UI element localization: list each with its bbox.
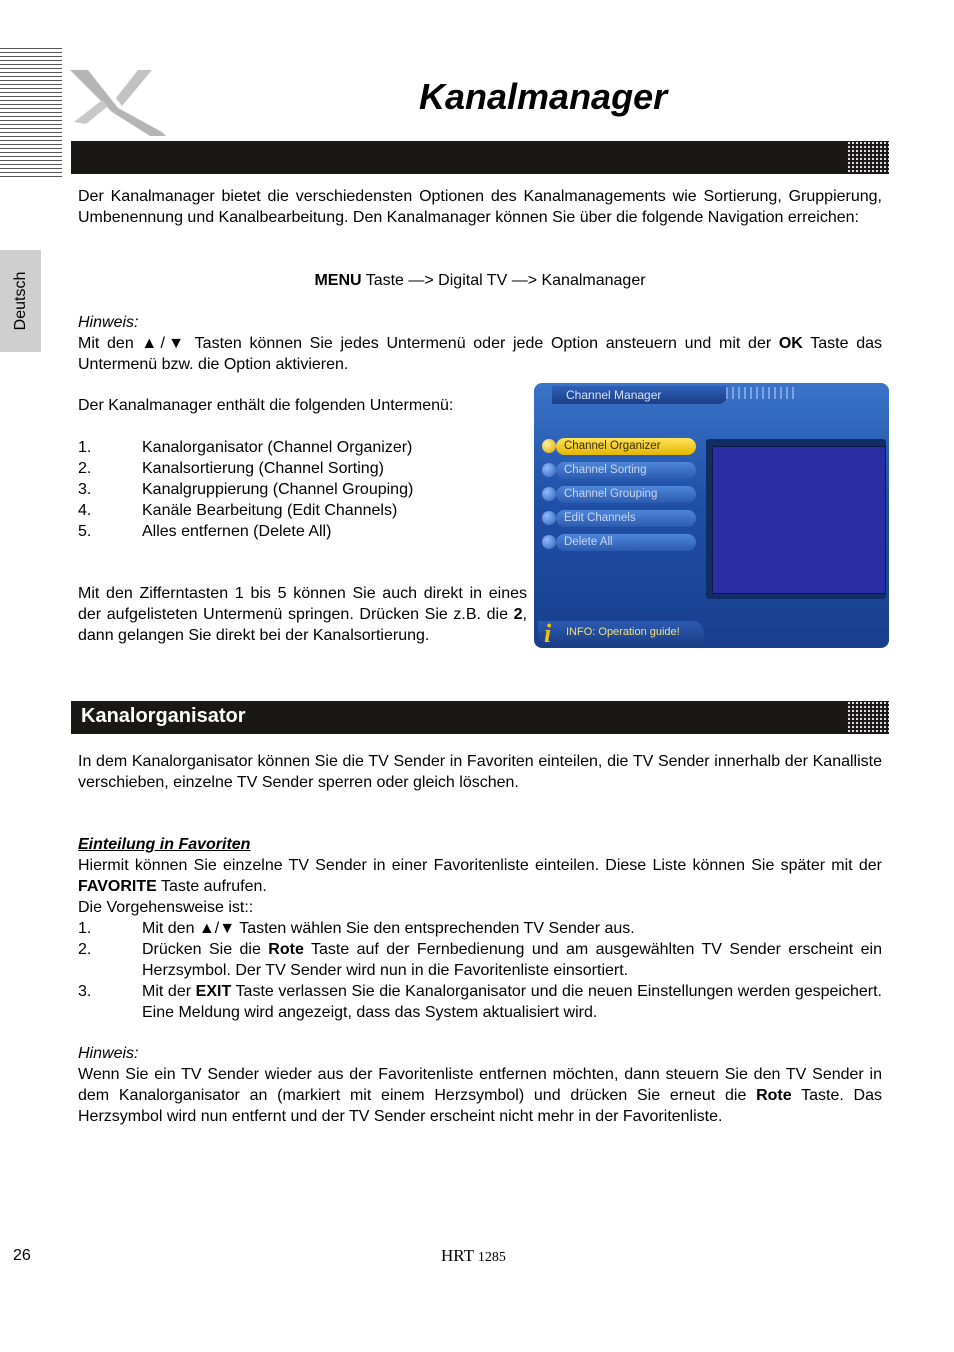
dot-pattern [847, 141, 889, 174]
menu-item-channel-sorting: Channel Sorting [542, 461, 700, 480]
list-item: 3. Kanalgruppierung (Channel Grouping) [78, 481, 414, 498]
navigation-path [78, 270, 882, 291]
brand-x-logo [66, 68, 170, 138]
intro-paragraph: Der Kanalmanager bietet die verschiedensten Optionen des Kanalmanagements wie Sortierung, Gruppierung, Umbenennung und Kanalbearbeitung. Den Kanalmanager können Sie über die folgende Navigation erreichen: [78, 188, 882, 226]
title-bar [71, 141, 889, 174]
dot-pattern [847, 701, 889, 734]
list-item: 1. Kanalorganisator (Channel Organizer) [78, 439, 413, 456]
model-name: HRT 1285 [441, 1246, 506, 1265]
hint-block-2: Hinweis: Wenn Sie ein TV Sender wieder aus der Favoritenliste entfernen möchten, dann steuern Sie den TV Sender in dem Kanalorganisator an (markiert mit einem Herzsymbol) und drücken Sie erneut die Rote Taste. Das Herzsymbol wird nun entfernt und der TV Sender erscheint nicht mehr in der Favoritenliste. [78, 1045, 882, 1125]
channel-manager-screenshot [534, 383, 889, 648]
preview-window [712, 446, 886, 594]
list-item: 4. Kanäle Bearbeitung (Edit Channels) [78, 502, 398, 519]
list-item: 3. Mit der EXIT Taste verlassen Sie die Kanalorganisator und die neuen Einstellungen werden gespeichert. Eine Meldung wird angezeigt, dass das System aktualisiert wird. [78, 983, 883, 1021]
menu-key: MENU [314, 272, 362, 289]
hint-label: Hinweis: [78, 1045, 139, 1062]
menu-item-channel-organizer: Channel Organizer [542, 437, 700, 456]
info-text: INFO: Operation guide! [566, 626, 680, 638]
section-bar [71, 701, 889, 734]
page-number: 26 [13, 1247, 31, 1264]
submenu-intro: Der Kanalmanager enthält die folgenden Untermenü: [78, 397, 454, 414]
favorites-block: Einteilung in Favoriten Hiermit können Sie einzelne TV Sender in einer Favoritenliste einteilen. Diese Liste können Sie später mit der FAVORITE Taste aufrufen. Die Vorgehensweise ist:: 1. Mit den ▲/▼ Tasten wählen Sie den entsprechenden TV Sender aus. 2. Drücken Sie die Rote Taste auf der Fernbedienung und am ausgewählten TV Sender erscheint ein Herzsymbol. Der TV Sender wird nun in die Favoritenliste einsortiert. 3. Mit der EXIT Taste verlassen Sie die Kanalorganisator und die neuen Einstellungen werden gespeichert. Eine Meldung wird angezeigt, dass das System aktualisiert wird. [78, 836, 883, 1021]
header-ticks [726, 387, 794, 399]
list-item: 5. Alles entfernen (Delete All) [78, 523, 332, 540]
language-tab [0, 250, 41, 352]
section2-intro: In dem Kanalorganisator können Sie die TV Sender in Favoriten einteilen, die TV Sender innerhalb der Kanalliste verschieben, einzelne TV Sender sperren oder gleich löschen. [78, 753, 882, 791]
digits-paragraph: Mit den Zifferntasten 1 bis 5 können Sie auch direkt in eines der aufgelisteten Untermenü springen. Drücken Sie z.B. die 2, dann gelangen Sie direkt bei der Kanalsortierung. [78, 585, 527, 644]
menu-item-delete-all: Delete All [542, 533, 700, 552]
navigation-path-text: Taste —> Digital TV —> Kanalmanager [361, 272, 646, 289]
decorative-stripes [0, 48, 62, 180]
hint-block-1: Hinweis: Mit den ▲/▼ Tasten können Sie jedes Untermenü oder jede Option ansteuern und mit der OK Taste das Untermenü bzw. die Option aktivieren. [78, 314, 882, 373]
list-item: 2. Drücken Sie die Rote Taste auf der Fernbedienung und am ausgewählten TV Sender erscheint ein Herzsymbol. Der TV Sender wird nun in die Favoritenliste einsortiert. [78, 941, 883, 979]
info-bar [538, 619, 704, 648]
favorites-heading: Einteilung in Favoriten [78, 836, 251, 853]
page-title: Kanalmanager [419, 76, 668, 117]
list-item: 1. Mit den ▲/▼ Tasten wählen Sie den entsprechenden TV Sender aus. [78, 920, 635, 937]
menu-item-edit-channels: Edit Channels [542, 509, 700, 528]
hint-label: Hinweis: [78, 314, 139, 331]
screenshot-menu [542, 437, 700, 557]
info-icon: i [544, 619, 552, 648]
list-item: 2. Kanalsortierung (Channel Sorting) [78, 460, 384, 477]
menu-item-channel-grouping: Channel Grouping [542, 485, 700, 504]
submenu-list [78, 437, 518, 542]
screenshot-header: Channel Manager [552, 386, 728, 404]
language-tab-label: Deutsch [11, 271, 29, 331]
section-title: Kanalorganisator [81, 705, 246, 727]
